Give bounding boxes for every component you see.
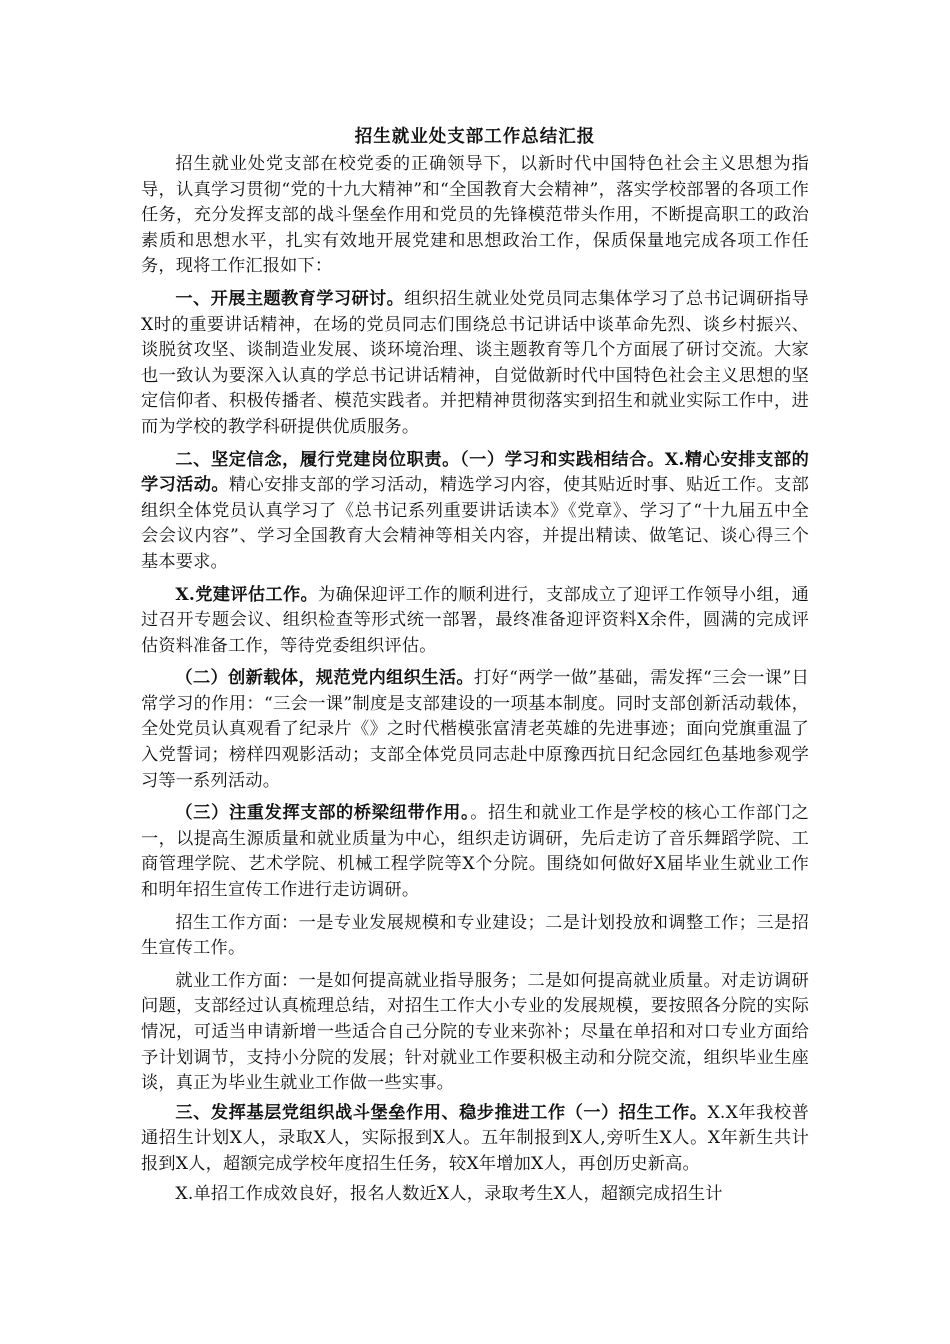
- section-2-evaluation-paragraph: [141, 583, 809, 660]
- intro-paragraph: 招生就业处党支部在校党委的正确领导下，以新时代中国特色社会主义思想为指导，认真学习贯彻“党的十九大精神”和“全国教育大会精神”，落实学校部署的各项工作任务，充分发挥支部的战斗堡垒作用和党员的先锋模范带头作用，不断提高职工的政治素质和思想水平，扎实有效地开展党建和思想政治工作，保质保量地完成各项工作任务，现将工作汇报如下：: [141, 154, 809, 277]
- section-2-carrier-body: 打好“两学一做”基础，需发挥“三会一课”日常学习的作用：“三会一课”制度是支部建设的一项基本制度。同时支部创新活动载体，全处党员认真观看了纪录片《》之时代楷模张富清老英雄的先进事迹；面向党旗重温了入党誓词；榜样四观影活动；支部全体党员同志赴中原豫西抗日纪念园红色基地参观学习等一系列活动。: [141, 668, 809, 791]
- employment-aspect-paragraph: 就业工作方面：一是如何提高就业指导服务；二是如何提高就业质量。对走访调研问题，支部经过认真梳理总结，对招生工作大小专业的发展规模，要按照各分院的实际情况，可适当申请新增一些适合自己分院的专业来弥补；尽量在单招和对口专业方面给予计划调节，支持小分院的发展；针对就业工作要积极主动和分院交流，组织毕业生座谈，真正为毕业生就业工作做一些实事。: [141, 970, 809, 1094]
- section-2-carrier-heading: （二）创新载体，规范党内组织生活。: [175, 668, 474, 689]
- section-2-bridge-paragraph: [141, 801, 809, 903]
- section-2-bridge-body: 。招生和就业工作是学校的核心工作部门之一，以提高生源质量和就业质量为中心，组织走访调研，先后走访了音乐舞蹈学院、工商管理学院、艺术学院、机械工程学院等X个分院。围绕如何做好X届毕业生就业工作和明年招生宣传工作进行走访调研。: [141, 803, 809, 901]
- section-1-paragraph: [141, 287, 809, 441]
- section-3-body: X.X年我校普通招生计划X人，录取X人，实际报到X人。五年制报到X人,旁听生X人。X年新生共计报到X人，超额完成学校年度招生任务，较X年增加X人，再创历史新高。: [141, 1102, 809, 1174]
- document-page: [141, 124, 809, 1214]
- section-2-evaluation-body: 为确保迎评工作的顺利进行，支部成立了迎评工作领导小组，通过召开专题会议、组织检查等形式统一部署，最终准备迎评资料X余件，圆满的完成评估资料准备工作，等待党委组织评估。: [141, 584, 809, 656]
- document-title: 招生就业处支部工作总结汇报: [354, 127, 596, 147]
- section-3-paragraph: [141, 1101, 809, 1178]
- section-2-heading: 二、坚定信念，履行党建岗位职责。（一）学习和实践相结合。X.精心安排支部的学习活动。: [141, 449, 809, 496]
- enrollment-aspect-paragraph: 招生工作方面：一是专业发展规模和专业建设；二是计划投放和调整工作；三是招生宣传工作。: [141, 912, 809, 959]
- section-1-heading: 一、开展主题教育学习研讨。: [175, 288, 405, 309]
- section-2-bridge-heading: （三）注重发挥支部的桥梁纽带作用。: [175, 803, 471, 824]
- section-2-paragraph: [141, 448, 809, 576]
- section-2-body: 精心安排支部的学习活动，精选学习内容，使其贴近时事、贴近工作。支部组织全体党员认真学习了《总书记系列重要讲话读本》《党章》、学习了“十九届五中全会会议内容”、学习全国教育大会精神等相关内容，并提出精读、做笔记、谈心得三个基本要求。: [141, 475, 809, 572]
- section-3-single-enroll-paragraph: X.单招工作成效良好，报名人数近X人，录取考生X人，超额完成招生计: [175, 1183, 723, 1204]
- section-1-body: 组织招生就业处党员同志集体学习了总书记调研指导X时的重要讲话精神，在场的党员同志们围绕总书记讲话中谈革命先烈、谈乡村振兴、谈脱贫攻坚、谈制造业发展、谈环境治理、谈主题教育等几个方面展了研讨交流。大家也一致认为要深入认真的学总书记讲话精神，自觉做新时代中国特色社会主义思想的坚定信仰者、积极传播者、模范实践者。并把精神贯彻落实到招生和就业实际工作中，进而为学校的教学科研提供优质服务。: [141, 288, 809, 437]
- section-3-heading: 三、发挥基层党组织战斗堡垒作用、稳步推进工作（一）招生工作。: [175, 1102, 708, 1123]
- section-2-evaluation-heading: X.党建评估工作。: [175, 584, 319, 605]
- section-2-carrier-paragraph: [141, 666, 809, 794]
